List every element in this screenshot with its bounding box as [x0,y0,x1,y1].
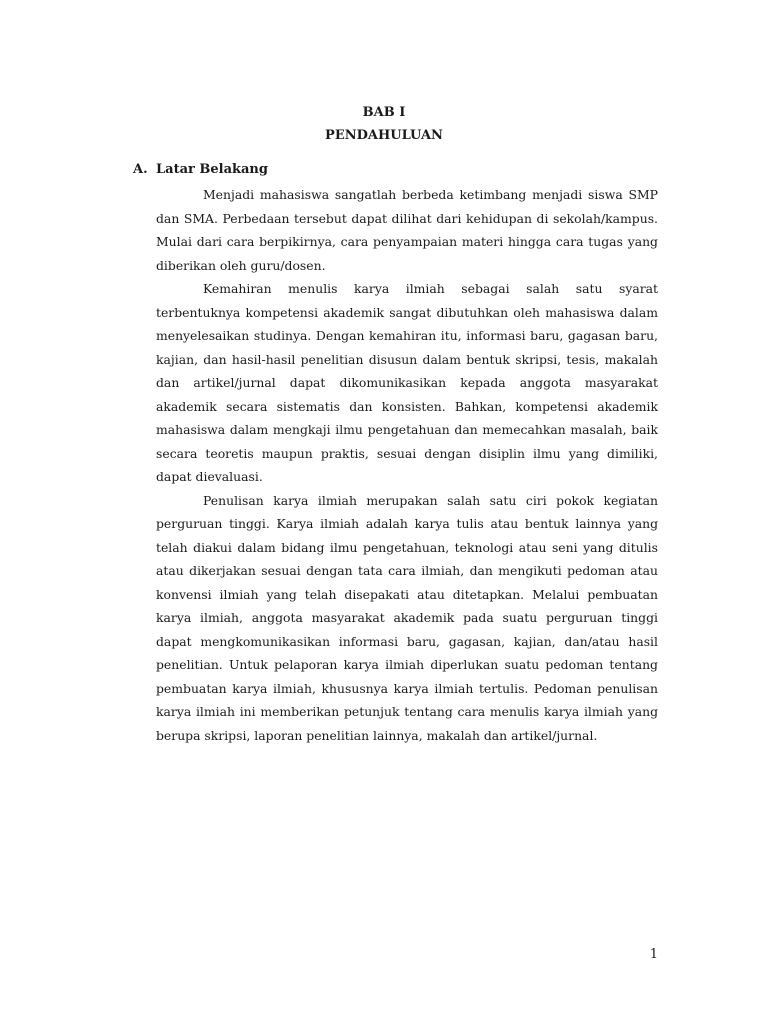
section-title: Latar Belakang [156,162,268,177]
page-number: 1 [649,947,658,962]
paragraph-3: Penulisan karya ilmiah merupakan salah satu ciri pokok kegiatan perguruan tinggi. Karya ilmiah adalah karya tulis atau bentuk lainnya yang telah diakui dalam bidang ilmu pengetahuan, teknologi atau seni yang ditulis atau dikerjakan sesuai dengan tata cara ilmiah, dan mengikuti pedoman atau konvensi ilmiah yang telah disepakati atau ditetapkan. Melalui pembuatan karya ilmiah, anggota masyarakat akademik pada suatu perguruan tinggi dapat mengkomunikasikan informasi baru, gagasan, kajian, dan/atau hasil penelitian. Untuk pelaporan karya ilmiah diperlukan suatu pedoman tentang pembuatan karya ilmiah, khususnya karya ilmiah tertulis. Pedoman penulisan karya ilmiah ini memberikan petunjuk tentang cara menulis karya ilmiah yang berupa skripsi, laporan penelitian lainnya, makalah dan artikel/jurnal. [156,492,658,743]
body-text [156,183,658,747]
chapter-number: BAB I [362,105,406,120]
paragraph-2: Kemahiran menulis karya ilmiah sebagai salah satu syarat terbentuknya kompetensi akademik sangat dibutuhkan oleh mahasiswa dalam menyelesaikan studinya. Dengan kemahiran itu, informasi baru, gagasan baru, kajian, dan hasil-hasil penelitian disusun dalam bentuk skripsi, tesis, makalah dan artikel/jurnal dapat dikomunikasikan kepada anggota masyarakat akademik secara sistematis dan konsisten. Bahkan, kompetensi akademik mahasiswa dalam mengkaji ilmu pengetahuan dan memecahkan masalah, baik secara teoretis maupun praktis, sesuai dengan disiplin ilmu yang dimiliki, dapat dievaluasi. [156,281,658,484]
section-letter: A. [133,162,148,177]
paragraph-1: Menjadi mahasiswa sangatlah berbeda ketimbang menjadi siswa SMP dan SMA. Perbedaan tersebut dapat dilihat dari kehidupan di sekolah/kampus. Mulai dari cara berpikirnya, cara penyampaian materi hingga cara tugas yang diberikan oleh guru/dosen. [156,187,658,273]
section-heading [133,162,268,177]
chapter-title: PENDAHULUAN [325,128,443,143]
